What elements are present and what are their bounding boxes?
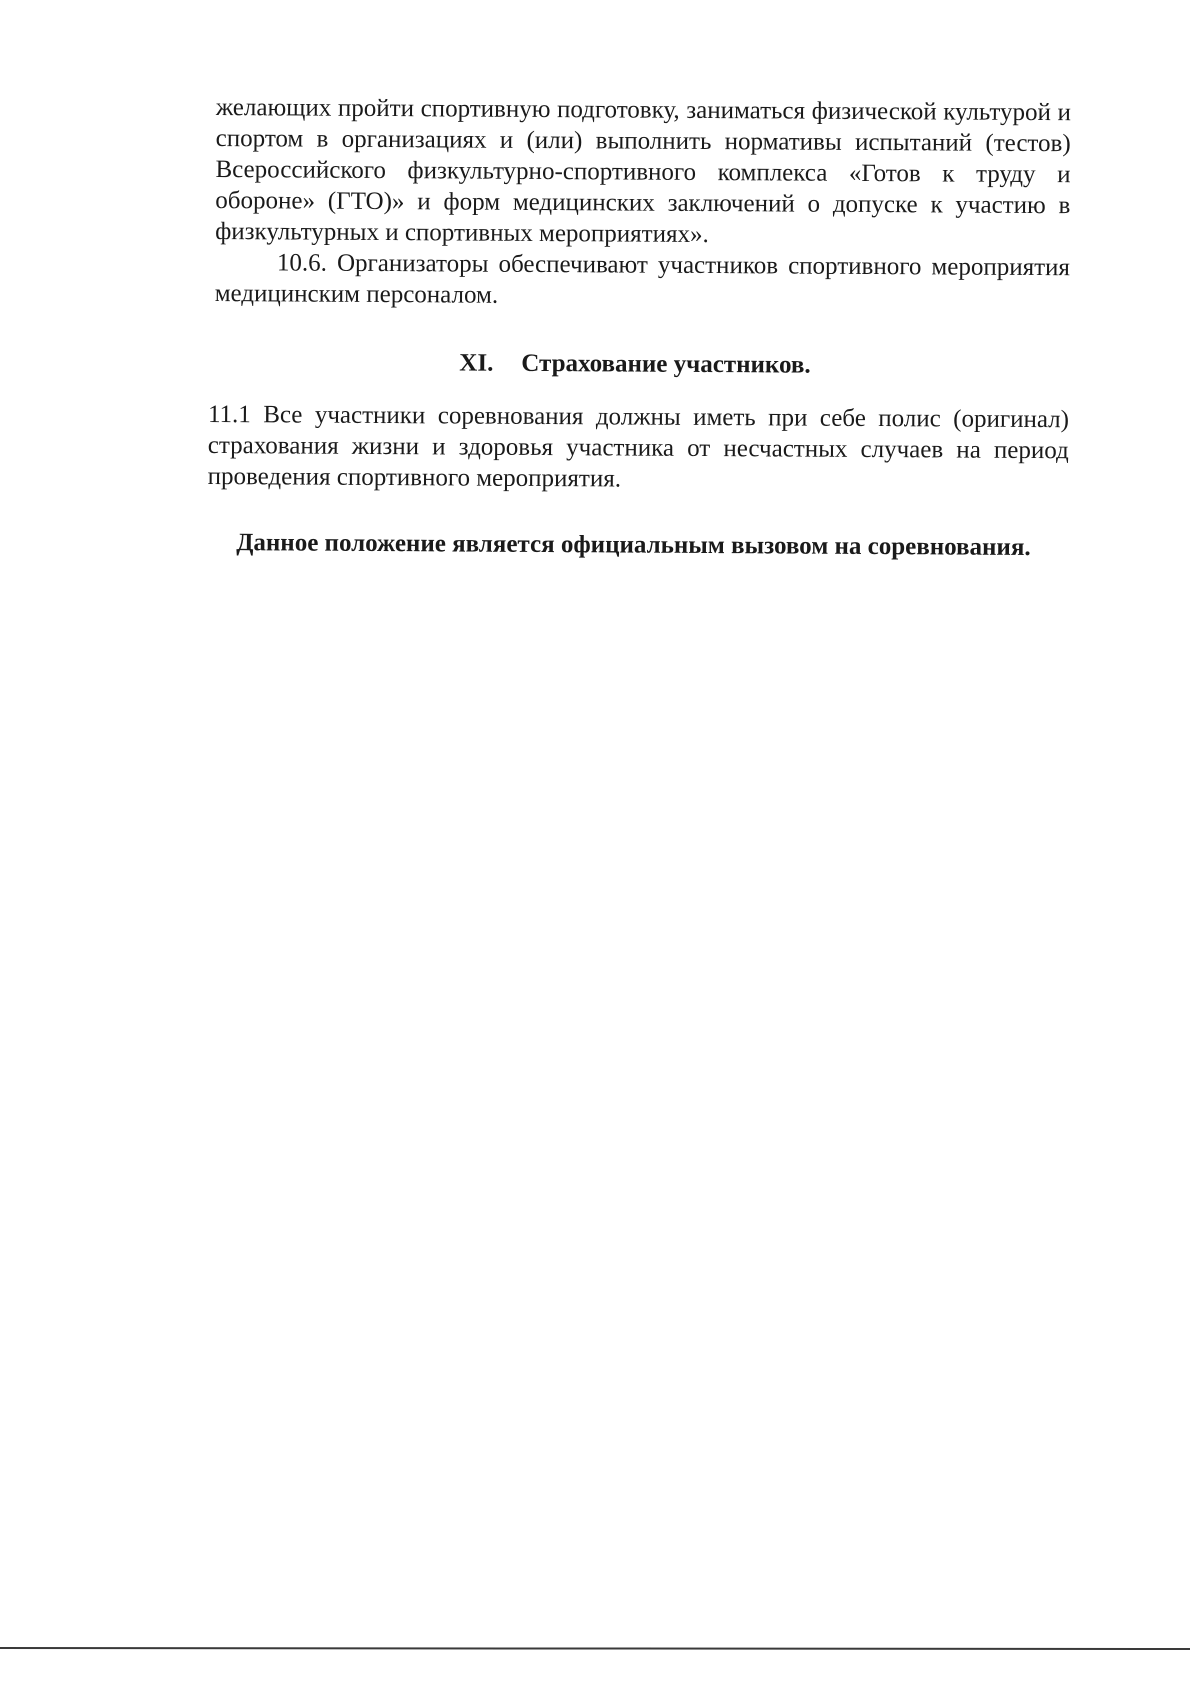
- text-line: спортом в организациях и (или) выполнить нормативы испытаний (тестов): [215, 124, 1071, 158]
- paragraph-11-1: [208, 399, 1070, 497]
- text-line: обороне» (ГТО)» и форм медицинских заключений о допуске к участию в: [215, 186, 1071, 220]
- official-call-note: Данное положение является официальным вызовом на соревнования.: [236, 529, 1031, 561]
- section-title: Страхование участников.: [521, 349, 811, 379]
- paragraph-10-6: [215, 247, 1070, 314]
- section-number: XI.: [459, 349, 494, 377]
- text-line: страхования жизни и здоровья участника от несчастных случаев на период: [207, 431, 1069, 465]
- page-content: [207, 92, 1071, 563]
- text-line: Всероссийского физкультурно-спортивного комплекса «Готов к труду и: [215, 155, 1071, 189]
- text-line: проведения спортивного мероприятия.: [207, 462, 622, 493]
- scan-bottom-edge: [0, 1647, 1190, 1650]
- text-line: медицинским персоналом.: [214, 279, 499, 309]
- text-line: физкультурных и спортивных мероприятиях».: [215, 217, 709, 249]
- text-line: 11.1 Все участники соревнования должны иметь при себе полис (оригинал): [207, 400, 1070, 434]
- text-line: 10.6. Организаторы обеспечивают участников спортивного мероприятия: [276, 249, 1071, 282]
- section-heading-xi: [214, 346, 1069, 382]
- paragraph-continuation: [215, 92, 1071, 252]
- text-line: желающих пройти спортивную подготовку, заниматься физической культурой и: [215, 93, 1071, 127]
